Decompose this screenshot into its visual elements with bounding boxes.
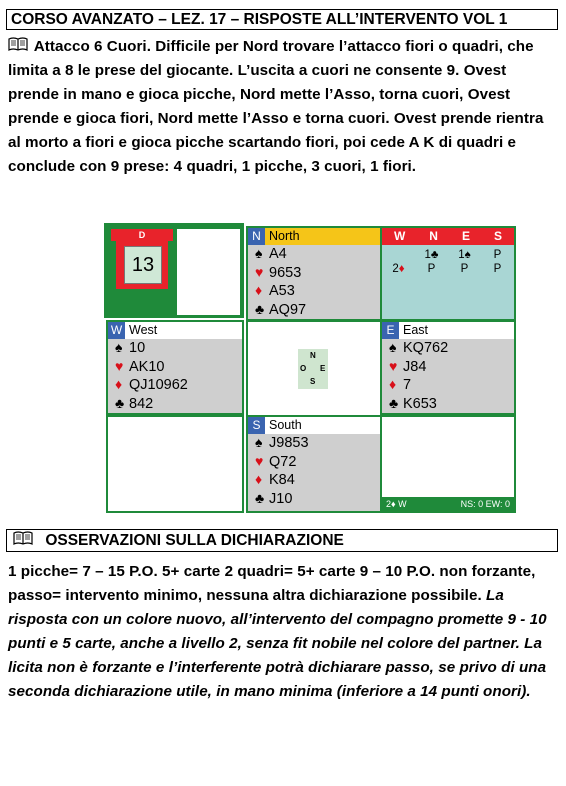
bid-cell: 1♣	[424, 249, 439, 261]
bid-cell: P	[427, 263, 436, 275]
north-hand	[246, 226, 382, 321]
result-box	[380, 415, 516, 513]
south-spades: J9853	[269, 435, 309, 451]
north-tag: N	[248, 228, 265, 245]
heart-icon: ♥	[255, 452, 264, 469]
empty-cell	[106, 415, 244, 513]
bid-header-n: N	[429, 229, 438, 243]
spade-icon: ♠	[115, 339, 123, 355]
compass-n: N	[310, 351, 316, 360]
observations-paragraph	[8, 560, 556, 704]
board-number: 13	[124, 246, 162, 284]
board-info	[104, 223, 244, 318]
east-hand	[380, 320, 516, 415]
dealer-indicator	[111, 229, 173, 289]
south-tag: S	[248, 417, 265, 434]
section-header	[6, 529, 558, 552]
east-clubs: K653	[403, 395, 437, 412]
bid-cell: P	[493, 249, 502, 261]
intro-text: Attacco 6 Cuori. Difficile per Nord trovare l’attacco fiori o quadri, che limita a 8 le prese del giocante. L’uscita a cuori ne consente 9. Ovest prende in mano e gioca picche, Nord mette l’Asso, torna cuori, Ovest prende e gioca fiori, Nord mette l’Asso e torna cuori. Ovest prende rientra al morto a fiori e gioca picche scartando fiori, poi cede A K di quadri e conclude con 9 prese: 4 quadri, 1 picche, 3 cuori, 1 fiori.	[8, 38, 544, 175]
heart-icon: ♥	[115, 357, 124, 374]
dealer-label: D	[111, 229, 173, 241]
spade-icon: ♠	[255, 434, 263, 450]
west-hearts: AK10	[129, 358, 165, 375]
north-name: North	[269, 229, 300, 243]
compass-s: S	[310, 377, 316, 386]
section-title: OSSERVAZIONI SULLA DICHIARAZIONE	[45, 532, 344, 549]
club-icon: ♣	[389, 394, 399, 411]
south-diamonds: K84	[269, 472, 295, 488]
book-icon	[8, 35, 28, 59]
observations-italic: La risposta con un colore nuovo, all’intervento del compagno promette 9 - 10 punti e 5 carte, anche a livello 2, senza fit nobile nel colore del partner. La licita non è forzante e l’interferente potrà dichiarare passo, se privo di una seconda dichiarazione utile, in mano minima (inferiore a 14 punti onori).	[8, 587, 547, 700]
contract-label: 2♦ W	[386, 499, 407, 509]
south-hearts: Q72	[269, 453, 297, 470]
east-diamonds: 7	[403, 377, 412, 393]
club-icon: ♣	[115, 394, 125, 411]
heart-icon: ♥	[255, 263, 264, 280]
diamond-icon: ♦	[389, 376, 397, 392]
bid-cell: 2♦	[392, 263, 405, 275]
bid-cell: 1♠	[458, 249, 471, 261]
west-diamonds: QJ10962	[129, 377, 188, 393]
north-hearts: 9653	[269, 264, 302, 281]
south-name: South	[269, 418, 302, 432]
west-tag: W	[108, 322, 125, 339]
north-diamonds: A53	[269, 283, 295, 299]
bidding-table	[380, 226, 516, 321]
east-tag: E	[382, 322, 399, 339]
diamond-icon: ♦	[115, 376, 123, 392]
diamond-icon: ♦	[255, 282, 263, 298]
east-spades: KQ762	[403, 340, 449, 356]
west-clubs: 842	[129, 395, 154, 412]
page-title: CORSO AVANZATO – LEZ. 17 – RISPOSTE ALL’INTERVENTO VOL 1	[6, 9, 558, 30]
compass-e: E	[320, 364, 326, 373]
west-name: West	[129, 323, 158, 337]
east-name: East	[403, 323, 429, 337]
compass-icon	[298, 349, 328, 389]
diamond-icon: ♦	[255, 471, 263, 487]
spade-icon: ♠	[389, 339, 397, 355]
club-icon: ♣	[255, 489, 265, 506]
bid-cell: P	[493, 263, 502, 275]
vulnerability-label: NS: 0 EW: 0	[460, 499, 510, 509]
club-icon: ♣	[255, 300, 265, 317]
bid-cell	[382, 248, 415, 262]
observations-bold: 1 picche= 7 – 15 P.O. 5+ carte 2 quadri= 5+ carte 9 – 10 P.O. non forzante, passo= intervento minimo, nessuna altra dichiarazione possibile.	[8, 563, 536, 604]
spade-icon: ♠	[255, 245, 263, 261]
table-center	[246, 320, 382, 417]
bid-header-e: E	[461, 229, 470, 243]
intro-paragraph	[8, 35, 556, 179]
north-spades: A4	[269, 246, 287, 262]
east-hearts: J84	[403, 358, 427, 375]
south-hand	[246, 415, 382, 513]
book-icon	[13, 530, 33, 552]
north-clubs: AQ97	[269, 301, 307, 318]
south-clubs: J10	[269, 490, 293, 507]
bid-header-s: S	[493, 229, 502, 243]
heart-icon: ♥	[389, 357, 398, 374]
bridge-diagram	[104, 223, 518, 515]
bid-cell: P	[460, 263, 469, 275]
west-hand	[106, 320, 244, 415]
bid-header-w: W	[393, 229, 406, 243]
compass-o: O	[300, 364, 307, 373]
west-spades: 10	[129, 340, 146, 356]
